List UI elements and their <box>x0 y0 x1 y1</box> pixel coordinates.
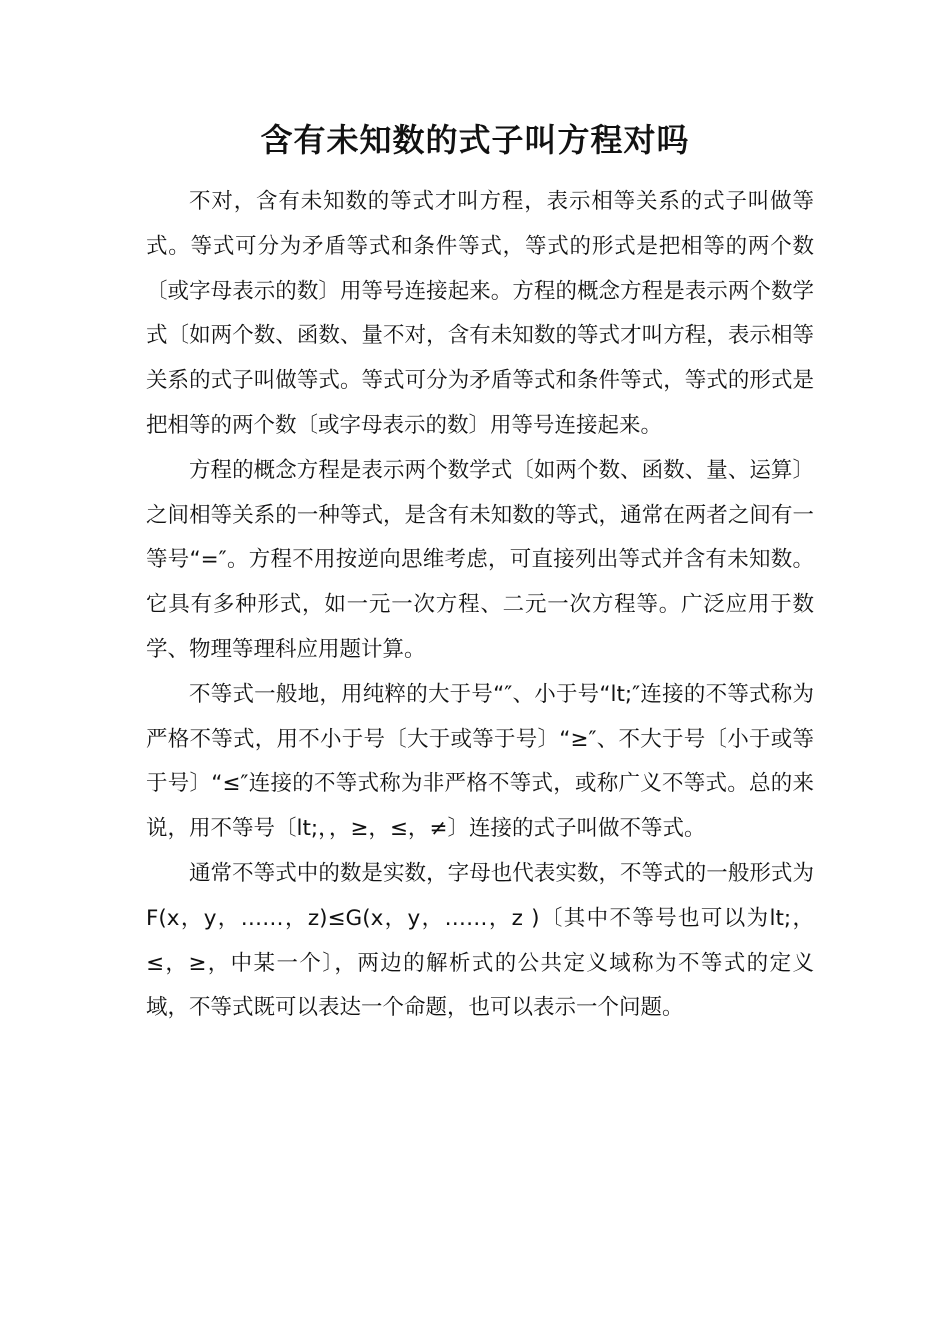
document-body <box>146 180 814 1031</box>
document-title: 含有未知数的式子叫方程对吗 <box>260 121 690 159</box>
paragraph-2: 方程的概念方程是表示两个数学式〔如两个数、函数、量、运算〕之间相等关系的一种等式，是含有未知数的等式，通常在两者之间有一等号“=″。方程不用按逆向思维考虑，可直接列出等式并含有未知数。它具有多种形式，如一元一次方程、二元一次方程等。广泛应用于数学、物理等理科应用题计算。 <box>146 457 814 662</box>
paragraph-4: 通常不等式中的数是实数，字母也代表实数，不等式的一般形式为F(x，y，……，z)≤G(x，y，……，z )〔其中不等号也可以为lt;，≤，≥，中某一个〕，两边的解析式的公共定义域称为不等式的定义域，不等式既可以表达一个命题，也可以表示一个问题。 <box>146 860 814 1021</box>
paragraph-1: 不对，含有未知数的等式才叫方程，表示相等关系的式子叫做等式。等式可分为矛盾等式和条件等式，等式的形式是把相等的两个数〔或字母表示的数〕用等号连接起来。方程的概念方程是表示两个数学式〔如两个数、函数、量不对，含有未知数的等式才叫方程，表示相等关系的式子叫做等式。等式可分为矛盾等式和条件等式，等式的形式是把相等的两个数〔或字母表示的数〕用等号连接起来。 <box>146 189 814 438</box>
paragraph-3: 不等式一般地，用纯粹的大于号“″、小于号“lt;″连接的不等式称为严格不等式，用不小于号〔大于或等于号〕“≥″、不大于号〔小于或等于号〕“≤″连接的不等式称为非严格不等式，或称广义不等式。总的来说，用不等号〔lt;，，≥，≤，≠〕连接的式子叫做不等式。 <box>146 681 814 842</box>
